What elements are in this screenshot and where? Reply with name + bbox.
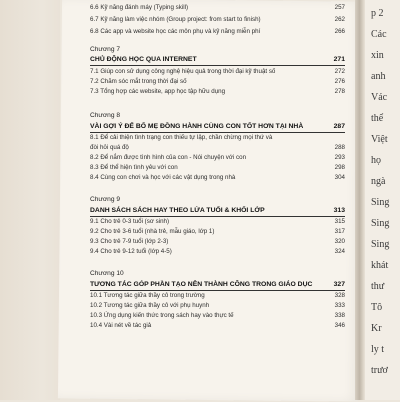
right-page-text-fragment: xin — [371, 50, 384, 61]
chapter-underline — [90, 65, 345, 66]
chapter-title: VÀI GỢI Ý ĐỂ BỐ MẸ ĐỒNG HÀNH CÙNG CON TỐT HƠN TẠI NHÀ 287 — [90, 123, 345, 130]
right-page-text-fragment: ly t — [371, 344, 385, 355]
toc-entry: 7.2 Chăm sóc mắt trong thời đại số 276 — [90, 78, 345, 85]
right-page-text-fragment: Tô — [371, 302, 383, 313]
toc-entry: 7.1 Giúp con sử dụng công nghệ hiệu quả trong thời đại kỹ thuật số 272 — [90, 68, 345, 75]
right-page-text-fragment: Các — [371, 29, 387, 40]
toc-entry: 10.2 Tương tác giữa thầy cô với phụ huynh 333 — [90, 302, 345, 309]
right-page-text-fragment: khát — [371, 260, 389, 271]
toc-entry: 7.3 Tổng hợp các website, app học tập hữu dụng 278 — [90, 88, 345, 95]
right-page-text-fragment: Sing — [371, 239, 390, 250]
right-page-text-fragment: ngà — [371, 176, 386, 187]
chapter-title: DANH SÁCH SÁCH HAY THEO LỨA TUỔI & KHỐI LỚP 313 — [90, 207, 345, 214]
right-page-text-fragment: Kr — [371, 323, 382, 334]
toc-entry: 6.8 Các app và website học các môn phụ và kỹ năng miễn phí 266 — [90, 28, 345, 35]
right-page-text-fragment: Sing — [371, 218, 390, 229]
chapter-label: Chương 8 — [90, 112, 121, 119]
chapter-label: Chương 10 — [90, 270, 124, 277]
chapter-title: TƯƠNG TÁC GÓP PHẦN TẠO NÊN THÀNH CÔNG TRONG GIÁO DỤC 327 — [90, 281, 345, 288]
toc-entry: 10.1 Tương tác giữa thầy cô trong trường 328 — [90, 292, 345, 299]
book-gutter — [355, 0, 365, 400]
toc-entry: 8.3 Để thể hiện tình yêu với con 298 — [90, 164, 345, 171]
right-page-text-fragment: thể — [371, 113, 384, 124]
toc-entry: 6.7 Kỹ năng làm việc nhóm (Group project: from start to finish) 262 — [90, 16, 345, 23]
right-page-text-fragment: trươ — [371, 365, 388, 376]
toc-entry: 10.3 Ứng dụng kiến thức trong sách hay vào thực tế 338 — [90, 312, 345, 319]
chapter-title: CHỦ ĐỘNG HỌC QUA INTERNET 271 — [90, 56, 345, 63]
toc-entry: đòi hỏi quá độ 288 — [90, 144, 345, 151]
toc-entry: 8.2 Để nắm được tình hình của con - Nói chuyện với con 293 — [90, 154, 345, 161]
toc-entry: 8.1 Để cải thiện tình trạng con thiếu tự lập, chần chừng mọi thứ và — [90, 134, 273, 141]
chapter-underline — [90, 290, 345, 291]
toc-entry: 10.4 Vài nét về tác giả 346 — [90, 322, 345, 329]
chapter-label: Chương 9 — [90, 196, 121, 203]
right-page-text-fragment: thư — [371, 281, 385, 292]
toc-entry: 6.6 Kỹ năng đánh máy (Typing skill) 257 — [90, 4, 345, 11]
toc-entry: 9.2 Cho trẻ 3-6 tuổi (nhà trẻ, mẫu giáo, lớp 1) 317 — [90, 228, 345, 235]
toc-entry: 9.1 Cho trẻ 0-3 tuổi (sơ sinh) 315 — [90, 218, 345, 225]
chapter-underline — [90, 216, 345, 217]
right-page-text-fragment: p 2 — [371, 8, 384, 19]
toc-entry: 8.4 Cùng con chơi và học với các vật dụng trong nhà 304 — [90, 174, 345, 181]
toc-entry: 9.4 Cho trẻ 9-12 tuổi (lớp 4-5) 324 — [90, 248, 345, 255]
toc-entry: 9.3 Cho trẻ 7-9 tuổi (lớp 2-3) 320 — [90, 238, 345, 245]
right-page-text-fragment: họ — [371, 155, 381, 166]
chapter-label: Chương 7 — [90, 46, 121, 53]
right-page-text-fragment: Vác — [371, 92, 388, 103]
right-page-text-fragment: Sing — [371, 197, 390, 208]
right-page-text-fragment: Việt — [371, 134, 388, 145]
chapter-underline — [90, 132, 345, 133]
right-page-text-fragment: anh — [371, 71, 386, 82]
left-page-edge — [0, 0, 60, 400]
right-page-fragment — [365, 0, 400, 400]
